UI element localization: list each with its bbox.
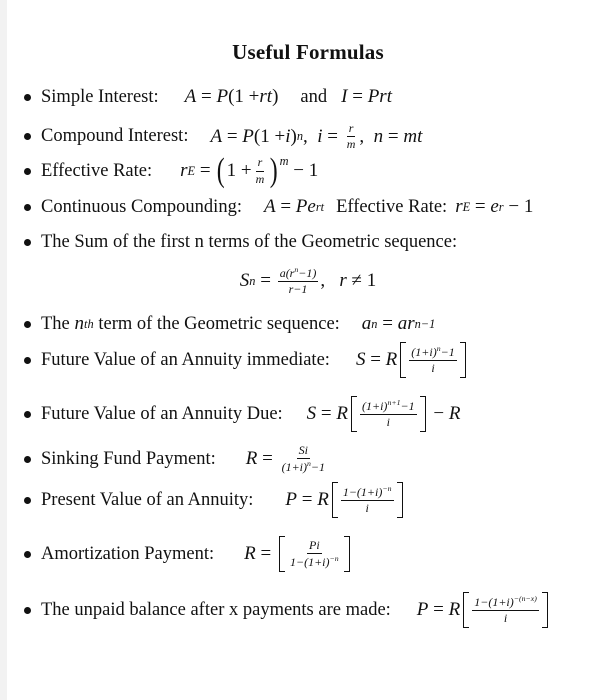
formula-continuous-compounding: Continuous Compounding: A = Pe rt Effective Rate: r E = e r − 1 [20, 196, 533, 218]
formula-effective-rate: Effective Rate: r E = ( 1 + $\frac{r}{m}$ ) $^m$ − 1 [20, 154, 318, 188]
geometric-sum-formula: S n = $\frac{a(r^n-1)}{r-1}$ , r ≠ 1 [239, 265, 377, 297]
formula-compound-interest: Compound Interest: A = P (1 + i ) n , i = $\frac{r}{m}$ , n = mt [20, 122, 422, 151]
bullet [24, 456, 31, 463]
nth-term-formula: a n = ar n−1 [361, 313, 436, 334]
bullet [24, 551, 31, 558]
formula-nth-term: The n th term of the Geometric sequence: a n = ar n−1 [20, 313, 435, 335]
amortization-formula: R = $\frac{Pi}{1-(1+i)^{-n}}$ [244, 536, 353, 572]
simple-interest-formula: A = P (1 + rt ) [184, 86, 279, 107]
unpaid-balance-formula: P = R $\frac{1-(1+i)^{-(n-x)}}{i}$ [417, 592, 551, 628]
formula-pv-annuity: Present Value of an Annuity: P = R $\frac{1-(1+i)^{-n}}{i}$ [20, 482, 406, 518]
bullet [24, 321, 31, 328]
sinking-fund-formula: R = $\frac{Si}{(1+i)^n-1}$ [245, 443, 326, 475]
formula-unpaid-balance: The unpaid balance after x payments are made: P = R $\frac{1-(1+i)^{-(n-x)}}{i}$ [20, 592, 551, 628]
formula-simple-interest: Simple Interest: A = P (1 + rt ) and I = Prt [20, 86, 392, 108]
bullet [24, 204, 31, 211]
formula-amortization: Amortization Payment: R = $\frac{Pi}{1-(1+i)^{-n}}$ [20, 536, 353, 572]
bullet [24, 133, 31, 140]
bullet [24, 94, 31, 101]
left-edge [0, 0, 7, 700]
bullet [24, 168, 31, 175]
continuous-formula: A = Pe rt [263, 196, 325, 217]
page-title: Useful Formulas [232, 40, 384, 64]
compound-interest-formula: A = P (1 + i ) n , i = $\frac{r}{m}$ , n = mt [210, 121, 423, 152]
bullet [24, 411, 31, 418]
formula-geometric-sum: The Sum of the first n terms of the Geometric sequence: [20, 232, 457, 253]
bullet [24, 239, 31, 246]
formula-fv-annuity-immediate: Future Value of an Annuity immediate: S = R $\frac{(1+i)^n-1}{i}$ [20, 342, 469, 378]
formula-fv-annuity-due: Future Value of an Annuity Due: S = R $\frac{(1+i)^{n+1}-1}{i}$ − R [20, 396, 460, 432]
effective-rate-formula: r E = ( 1 + $\frac{r}{m}$ ) $^m$ − 1 [180, 152, 319, 189]
bullet [24, 357, 31, 364]
fv-immediate-formula: S = R $\frac{(1+i)^n-1}{i}$ [356, 342, 469, 378]
pv-annuity-formula: P = R $\frac{1-(1+i)^{-n}}{i}$ [285, 482, 405, 518]
fv-due-formula: S = R $\frac{(1+i)^{n+1}-1}{i}$ − R [307, 396, 461, 432]
continuous-effective-rate-formula: r E = e r − 1 [455, 196, 534, 217]
bullet [24, 607, 31, 614]
bullet [24, 497, 31, 504]
interest-formula: I = Prt [341, 86, 392, 107]
formula-sinking-fund: Sinking Fund Payment: R = $\frac{Si}{(1+i)^n-1}$ [20, 444, 329, 474]
